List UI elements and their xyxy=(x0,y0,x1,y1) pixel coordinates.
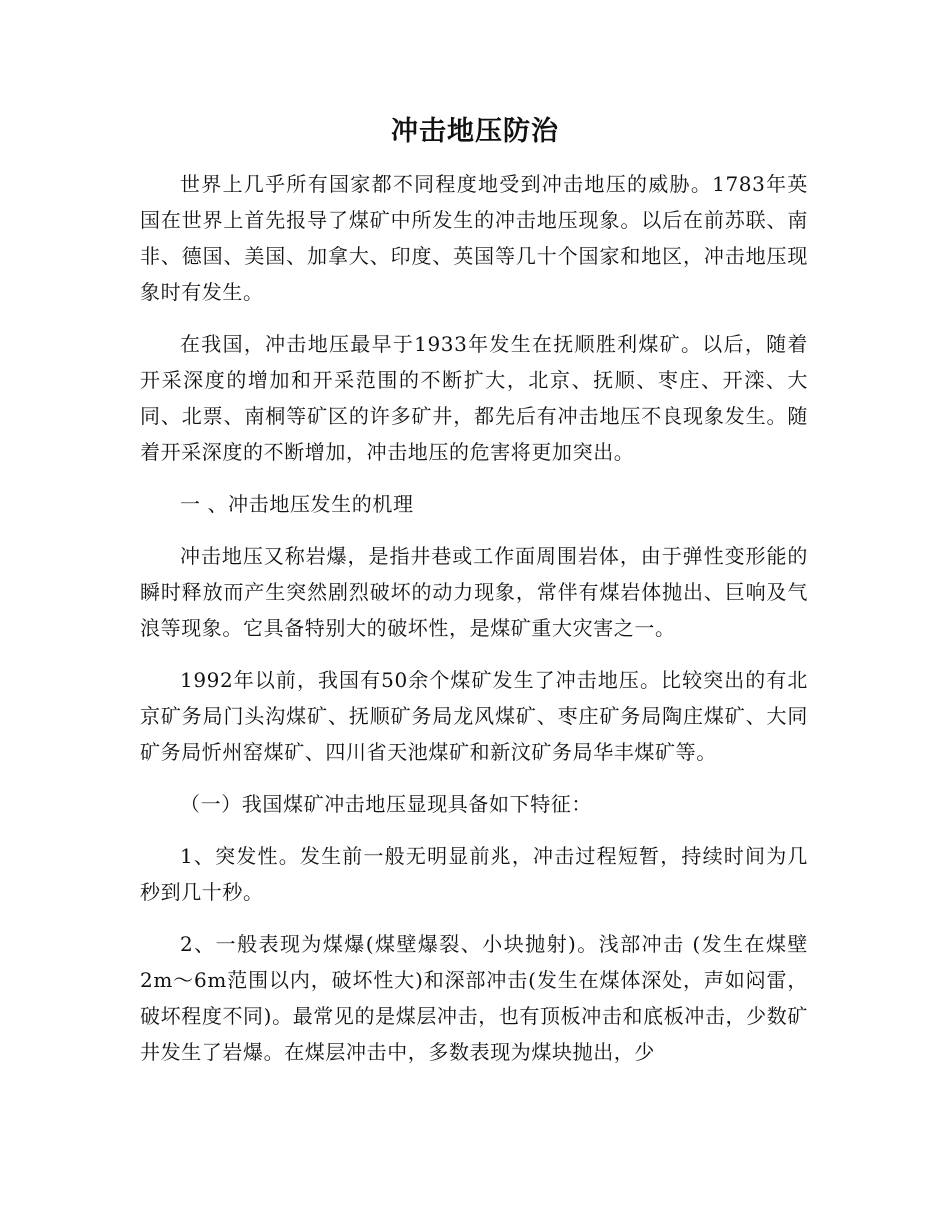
paragraph-definition: 冲击地压又称岩爆，是指井巷或工作面周围岩体，由于弹性变形能的瞬时释放而产生突然剧烈破坏的动力现象，常伴有煤岩体抛出、巨响及气浪等现象。它具备特别大的破坏性，是煤矿重大灾害之一。 xyxy=(140,544,808,640)
paragraph-feature-1: 1、突发性。发生前一般无明显前兆，冲击过程短暂，持续时间为几秒到几十秒。 xyxy=(140,844,808,904)
paragraph-intro-world: 世界上几乎所有国家都不同程度地受到冲击地压的威胁。1783年英国在世界上首先报导了煤矿中所发生的冲击地压现象。以后在前苏联、南非、德国、美国、加拿大、印度、英国等几十个国家和地区，冲击地压现象时有发生。 xyxy=(140,172,808,304)
document-title: 冲击地压防治 xyxy=(391,116,559,147)
subsection-heading-features: （一）我国煤矿冲击地压显现具备如下特征： xyxy=(180,792,592,816)
document-body xyxy=(140,166,808,1086)
paragraph-china-history: 在我国，冲击地压最早于1933年发生在抚顺胜利煤矿。以后，随着开采深度的增加和开采范围的不断扩大，北京、抚顺、枣庄、开滦、大同、北票、南桐等矿区的许多矿井，都先后有冲击地压不良现象发生。随着开采深度的不断增加，冲击地压的危害将更加突出。 xyxy=(140,332,808,464)
paragraph-mines-1992: 1992年以前，我国有50余个煤矿发生了冲击地压。比较突出的有北京矿务局门头沟煤矿、抚顺矿务局龙风煤矿、枣庄矿务局陶庄煤矿、大同矿务局忻州窑煤矿、四川省天池煤矿和新汶矿务局华丰煤矿等。 xyxy=(140,668,808,764)
section-heading-mechanism: 一 、冲击地压发生的机理 xyxy=(180,492,414,516)
paragraph-feature-2: 2、一般表现为煤爆(煤壁爆裂、小块抛射)。浅部冲击 (发生在煤壁2m～6m范围以内，破坏性大)和深部冲击(发生在煤体深处，声如闷雷，破坏程度不同)。最常见的是煤层冲击，也有顶板冲击和底板冲击，少数矿井发生了岩爆。在煤层冲击中，多数表现为煤块抛出，少 xyxy=(140,932,808,1064)
